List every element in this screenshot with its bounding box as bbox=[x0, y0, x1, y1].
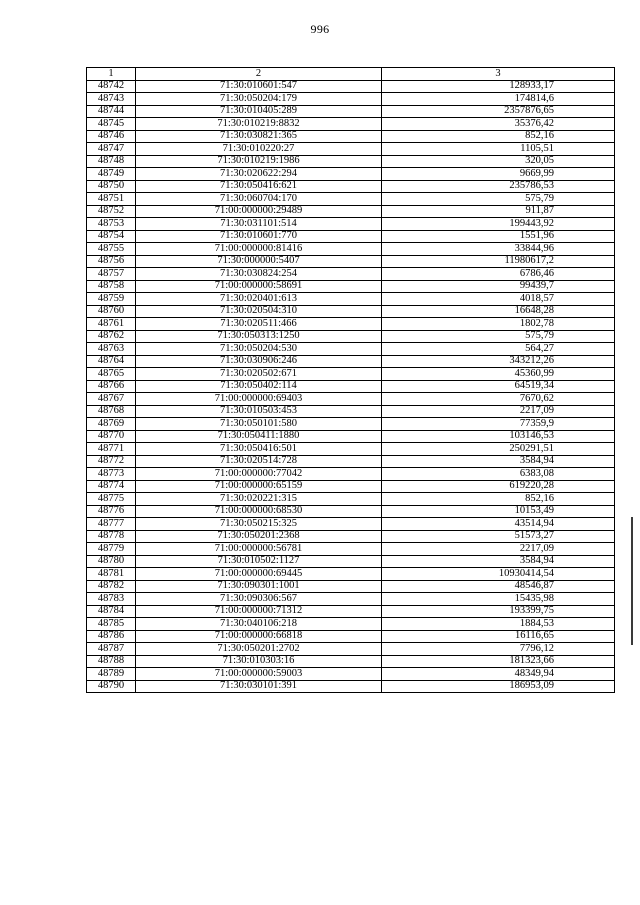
row-number-cell: 48775 bbox=[87, 493, 136, 506]
value-cell: 4018,57 bbox=[382, 293, 615, 306]
table-row bbox=[87, 343, 615, 356]
table-row bbox=[87, 168, 615, 181]
value-cell: 186953,09 bbox=[382, 680, 615, 693]
table-row bbox=[87, 655, 615, 668]
row-number-cell: 48763 bbox=[87, 343, 136, 356]
row-number-cell: 48747 bbox=[87, 143, 136, 156]
table-row bbox=[87, 530, 615, 543]
table-row bbox=[87, 118, 615, 131]
table-row bbox=[87, 605, 615, 618]
row-number-cell: 48764 bbox=[87, 355, 136, 368]
value-cell: 250291,51 bbox=[382, 443, 615, 456]
value-cell: 77359,9 bbox=[382, 418, 615, 431]
row-number-cell: 48787 bbox=[87, 643, 136, 656]
row-number-cell: 48765 bbox=[87, 368, 136, 381]
value-cell: 1802,78 bbox=[382, 318, 615, 331]
table-row bbox=[87, 543, 615, 556]
table-header-row bbox=[87, 68, 615, 81]
table-row bbox=[87, 680, 615, 693]
table-row bbox=[87, 630, 615, 643]
cadastral-number-cell: 71:30:050204:179 bbox=[136, 93, 382, 106]
value-cell: 575,79 bbox=[382, 193, 615, 206]
table-row bbox=[87, 230, 615, 243]
value-cell: 575,79 bbox=[382, 330, 615, 343]
value-cell: 852,16 bbox=[382, 493, 615, 506]
value-cell: 199443,92 bbox=[382, 218, 615, 231]
row-number-cell: 48781 bbox=[87, 568, 136, 581]
row-number-cell: 48749 bbox=[87, 168, 136, 181]
row-number-cell: 48748 bbox=[87, 155, 136, 168]
row-number-cell: 48783 bbox=[87, 593, 136, 606]
row-number-cell: 48782 bbox=[87, 580, 136, 593]
cadastral-number-cell: 71:00:000000:59003 bbox=[136, 668, 382, 681]
cadastral-number-cell: 71:30:010503:453 bbox=[136, 405, 382, 418]
row-number-cell: 48750 bbox=[87, 180, 136, 193]
value-cell: 7670,62 bbox=[382, 393, 615, 406]
table-row bbox=[87, 455, 615, 468]
table-body bbox=[87, 80, 615, 693]
table-row bbox=[87, 105, 615, 118]
cadastral-number-cell: 71:00:000000:66818 bbox=[136, 630, 382, 643]
cadastral-number-cell: 71:30:030824:254 bbox=[136, 268, 382, 281]
cadastral-number-cell: 71:00:000000:81416 bbox=[136, 243, 382, 256]
value-cell: 33844,96 bbox=[382, 243, 615, 256]
value-cell: 3584,94 bbox=[382, 555, 615, 568]
value-cell: 3584,94 bbox=[382, 455, 615, 468]
row-number-cell: 48762 bbox=[87, 330, 136, 343]
row-number-cell: 48784 bbox=[87, 605, 136, 618]
value-cell: 1105,51 bbox=[382, 143, 615, 156]
cadastral-number-cell: 71:30:010405:289 bbox=[136, 105, 382, 118]
cadastral-number-cell: 71:00:000000:69403 bbox=[136, 393, 382, 406]
table-row bbox=[87, 393, 615, 406]
cadastral-number-cell: 71:30:010502:1127 bbox=[136, 555, 382, 568]
cadastral-number-cell: 71:30:040106:218 bbox=[136, 618, 382, 631]
row-number-cell: 48753 bbox=[87, 218, 136, 231]
row-number-cell: 48777 bbox=[87, 518, 136, 531]
cadastral-number-cell: 71:30:010601:770 bbox=[136, 230, 382, 243]
cadastral-number-cell: 71:30:020504:310 bbox=[136, 305, 382, 318]
row-number-cell: 48745 bbox=[87, 118, 136, 131]
value-cell: 99439,7 bbox=[382, 280, 615, 293]
cadastral-number-cell: 71:30:000000:5407 bbox=[136, 255, 382, 268]
cadastral-number-cell: 71:30:030101:391 bbox=[136, 680, 382, 693]
value-cell: 16116,65 bbox=[382, 630, 615, 643]
table-row bbox=[87, 268, 615, 281]
cadastral-number-cell: 71:30:031101:514 bbox=[136, 218, 382, 231]
row-number-cell: 48758 bbox=[87, 280, 136, 293]
value-cell: 6383,08 bbox=[382, 468, 615, 481]
value-cell: 619220,28 bbox=[382, 480, 615, 493]
value-cell: 16648,28 bbox=[382, 305, 615, 318]
row-number-cell: 48770 bbox=[87, 430, 136, 443]
row-number-cell: 48751 bbox=[87, 193, 136, 206]
table-row bbox=[87, 668, 615, 681]
row-number-cell: 48767 bbox=[87, 393, 136, 406]
table-row bbox=[87, 305, 615, 318]
table-row bbox=[87, 468, 615, 481]
value-cell: 6786,46 bbox=[382, 268, 615, 281]
table-row bbox=[87, 555, 615, 568]
value-cell: 343212,26 bbox=[382, 355, 615, 368]
value-cell: 2357876,65 bbox=[382, 105, 615, 118]
row-number-cell: 48744 bbox=[87, 105, 136, 118]
table-row bbox=[87, 180, 615, 193]
table-row bbox=[87, 580, 615, 593]
cadastral-number-cell: 71:30:050215:325 bbox=[136, 518, 382, 531]
row-number-cell: 48746 bbox=[87, 130, 136, 143]
table-row bbox=[87, 480, 615, 493]
cadastral-number-cell: 71:00:000000:71312 bbox=[136, 605, 382, 618]
data-table bbox=[86, 67, 615, 693]
row-number-cell: 48769 bbox=[87, 418, 136, 431]
table-row bbox=[87, 205, 615, 218]
cadastral-number-cell: 71:00:000000:77042 bbox=[136, 468, 382, 481]
table-row bbox=[87, 493, 615, 506]
value-cell: 48546,87 bbox=[382, 580, 615, 593]
row-number-cell: 48752 bbox=[87, 205, 136, 218]
cadastral-number-cell: 71:30:090301:1001 bbox=[136, 580, 382, 593]
value-cell: 181323,66 bbox=[382, 655, 615, 668]
table-row bbox=[87, 430, 615, 443]
cadastral-number-cell: 71:30:050416:621 bbox=[136, 180, 382, 193]
column-header-1: 1 bbox=[87, 68, 136, 81]
row-number-cell: 48778 bbox=[87, 530, 136, 543]
cadastral-number-cell: 71:00:000000:68530 bbox=[136, 505, 382, 518]
value-cell: 128933,17 bbox=[382, 80, 615, 93]
cadastral-number-cell: 71:00:000000:29489 bbox=[136, 205, 382, 218]
value-cell: 64519,34 bbox=[382, 380, 615, 393]
row-number-cell: 48759 bbox=[87, 293, 136, 306]
table-row bbox=[87, 568, 615, 581]
value-cell: 564,27 bbox=[382, 343, 615, 356]
cadastral-number-cell: 71:30:010219:1986 bbox=[136, 155, 382, 168]
table-row bbox=[87, 418, 615, 431]
table-row bbox=[87, 243, 615, 256]
row-number-cell: 48771 bbox=[87, 443, 136, 456]
cadastral-number-cell: 71:30:030821:365 bbox=[136, 130, 382, 143]
row-number-cell: 48779 bbox=[87, 543, 136, 556]
row-number-cell: 48774 bbox=[87, 480, 136, 493]
cadastral-number-cell: 71:30:050402:114 bbox=[136, 380, 382, 393]
row-number-cell: 48773 bbox=[87, 468, 136, 481]
value-cell: 7796,12 bbox=[382, 643, 615, 656]
cadastral-number-cell: 71:30:050416:501 bbox=[136, 443, 382, 456]
table-row bbox=[87, 143, 615, 156]
cadastral-number-cell: 71:30:010303:16 bbox=[136, 655, 382, 668]
column-header-3: 3 bbox=[382, 68, 615, 81]
cadastral-number-cell: 71:30:050411:1880 bbox=[136, 430, 382, 443]
value-cell: 103146,53 bbox=[382, 430, 615, 443]
cadastral-number-cell: 71:30:020401:613 bbox=[136, 293, 382, 306]
value-cell: 320,05 bbox=[382, 155, 615, 168]
row-number-cell: 48756 bbox=[87, 255, 136, 268]
value-cell: 51573,27 bbox=[382, 530, 615, 543]
cadastral-number-cell: 71:30:050201:2702 bbox=[136, 643, 382, 656]
row-number-cell: 48760 bbox=[87, 305, 136, 318]
table-row bbox=[87, 593, 615, 606]
row-number-cell: 48786 bbox=[87, 630, 136, 643]
table-row bbox=[87, 405, 615, 418]
row-number-cell: 48768 bbox=[87, 405, 136, 418]
cadastral-number-cell: 71:00:000000:58691 bbox=[136, 280, 382, 293]
cadastral-number-cell: 71:30:090306:567 bbox=[136, 593, 382, 606]
cadastral-number-cell: 71:30:050313:1250 bbox=[136, 330, 382, 343]
cadastral-number-cell: 71:30:020622:294 bbox=[136, 168, 382, 181]
row-number-cell: 48754 bbox=[87, 230, 136, 243]
cadastral-number-cell: 71:30:050204:530 bbox=[136, 343, 382, 356]
value-cell: 911,87 bbox=[382, 205, 615, 218]
cadastral-number-cell: 71:30:060704:170 bbox=[136, 193, 382, 206]
table-row bbox=[87, 355, 615, 368]
table-row bbox=[87, 618, 615, 631]
row-number-cell: 48788 bbox=[87, 655, 136, 668]
value-cell: 2217,09 bbox=[382, 405, 615, 418]
value-cell: 1551,96 bbox=[382, 230, 615, 243]
table-row bbox=[87, 280, 615, 293]
row-number-cell: 48772 bbox=[87, 455, 136, 468]
table-row bbox=[87, 255, 615, 268]
row-number-cell: 48789 bbox=[87, 668, 136, 681]
value-cell: 10153,49 bbox=[382, 505, 615, 518]
table-row bbox=[87, 155, 615, 168]
cadastral-number-cell: 71:30:010220:27 bbox=[136, 143, 382, 156]
row-number-cell: 48743 bbox=[87, 93, 136, 106]
cadastral-number-cell: 71:00:000000:69445 bbox=[136, 568, 382, 581]
cadastral-number-cell: 71:30:020514:728 bbox=[136, 455, 382, 468]
value-cell: 2217,09 bbox=[382, 543, 615, 556]
table-row bbox=[87, 518, 615, 531]
value-cell: 48349,94 bbox=[382, 668, 615, 681]
row-number-cell: 48761 bbox=[87, 318, 136, 331]
row-number-cell: 48755 bbox=[87, 243, 136, 256]
value-cell: 9669,99 bbox=[382, 168, 615, 181]
cadastral-number-cell: 71:30:030906:246 bbox=[136, 355, 382, 368]
table-row bbox=[87, 218, 615, 231]
value-cell: 193399,75 bbox=[382, 605, 615, 618]
cadastral-number-cell: 71:30:020511:466 bbox=[136, 318, 382, 331]
value-cell: 1884,53 bbox=[382, 618, 615, 631]
table-row bbox=[87, 193, 615, 206]
value-cell: 174814,6 bbox=[382, 93, 615, 106]
table-row bbox=[87, 368, 615, 381]
row-number-cell: 48790 bbox=[87, 680, 136, 693]
table-row bbox=[87, 505, 615, 518]
cadastral-number-cell: 71:00:000000:56781 bbox=[136, 543, 382, 556]
page-number: 996 bbox=[310, 22, 330, 36]
row-number-cell: 48785 bbox=[87, 618, 136, 631]
value-cell: 43514,94 bbox=[382, 518, 615, 531]
row-number-cell: 48757 bbox=[87, 268, 136, 281]
table-row bbox=[87, 318, 615, 331]
cadastral-number-cell: 71:30:050101:580 bbox=[136, 418, 382, 431]
cadastral-number-cell: 71:30:020221:315 bbox=[136, 493, 382, 506]
table-row bbox=[87, 80, 615, 93]
row-number-cell: 48742 bbox=[87, 80, 136, 93]
value-cell: 35376,42 bbox=[382, 118, 615, 131]
cadastral-number-cell: 71:30:050201:2368 bbox=[136, 530, 382, 543]
table-row bbox=[87, 330, 615, 343]
row-number-cell: 48780 bbox=[87, 555, 136, 568]
cadastral-number-cell: 71:30:020502:671 bbox=[136, 368, 382, 381]
value-cell: 45360,99 bbox=[382, 368, 615, 381]
value-cell: 11980617,2 bbox=[382, 255, 615, 268]
value-cell: 10930414,54 bbox=[382, 568, 615, 581]
cadastral-number-cell: 71:00:000000:65159 bbox=[136, 480, 382, 493]
value-cell: 235786,53 bbox=[382, 180, 615, 193]
row-number-cell: 48766 bbox=[87, 380, 136, 393]
table-row bbox=[87, 93, 615, 106]
value-cell: 15435,98 bbox=[382, 593, 615, 606]
table-row bbox=[87, 643, 615, 656]
cadastral-number-cell: 71:30:010219:8832 bbox=[136, 118, 382, 131]
value-cell: 852,16 bbox=[382, 130, 615, 143]
scan-edge-mark bbox=[631, 517, 633, 645]
table-row bbox=[87, 380, 615, 393]
cadastral-number-cell: 71:30:010601:547 bbox=[136, 80, 382, 93]
column-header-2: 2 bbox=[136, 68, 382, 81]
table-row bbox=[87, 130, 615, 143]
table-row bbox=[87, 443, 615, 456]
table-row bbox=[87, 293, 615, 306]
row-number-cell: 48776 bbox=[87, 505, 136, 518]
